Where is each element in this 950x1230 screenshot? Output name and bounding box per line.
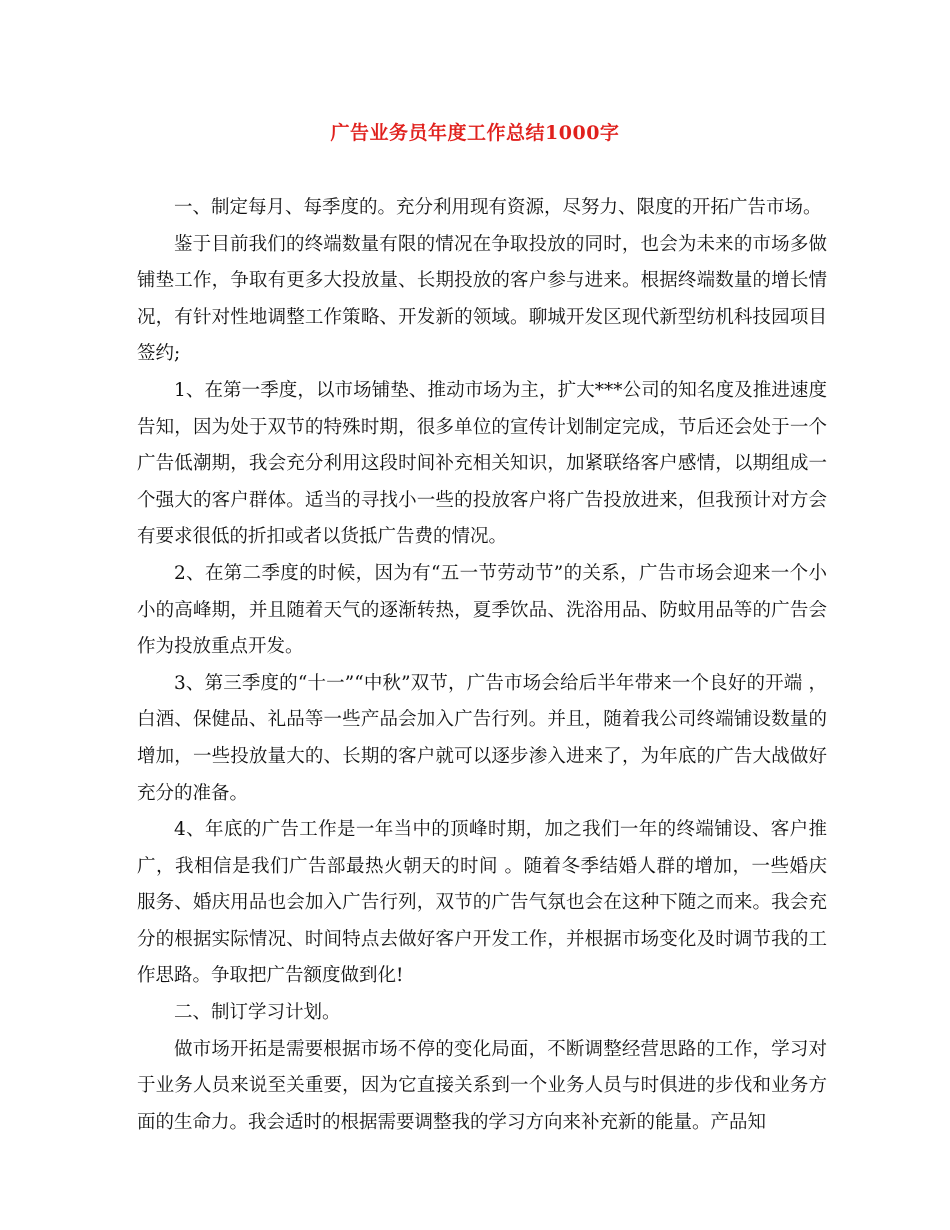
document-title: 广告业务员年度工作总结1000字 — [330, 122, 620, 144]
paragraph-2: 鉴于目前我们的终端数量有限的情况在争取投放的同时，也会为未来的市场多做铺垫工作，争取有更多大投放量、长期投放的客户参与进来。根据终端数量的增长情况，有针对性地调整工作策略、开发新的领域。聊城开发区现代新型纺机科技园项目签约; — [137, 233, 827, 365]
paragraph-6: 4、年底的广告工作是一年当中的顶峰时期，加之我们一年的终端铺设、客户推广，我相信是我们广告部最热火朝天的时间 。随着冬季结婚人群的增加，一些婚庆服务、婚庆用品也会加入广告行列，双节的广告气氛也会在这种下随之而来。我会充分的根据实际情况、时间特点去做好客户开发工作，并根据市场变化及时调节我的工作思路。争取把广告额度做到化! — [137, 819, 827, 987]
paragraph-4: 2、在第二季度的时候，因为有“五一节劳动节”的关系，广告市场会迎来一个小小的高峰期，并且随着天气的逐渐转热，夏季饮品、洗浴用品、防蚊用品等的广告会作为投放重点开发。 — [137, 562, 827, 658]
paragraph-7: 二、制订学习计划。 — [174, 1002, 341, 1024]
paragraph-3: 1、在第一季度，以市场铺垫、推动市场为主，扩大***公司的知名度及推进速度告知，因为处于双节的特殊时期，很多单位的宣传计划制定完成，节后还会处于一个广告低潮期，我会充分利用这段时间补充相关知识，加紧联络客户感情，以期组成一个强大的客户群体。适当的寻找小一些的投放客户将广告投放进来，但我预计对方会有要求很低的折扣或者以货抵广告费的情况。 — [137, 379, 827, 548]
document-body — [137, 190, 827, 1141]
paragraph-5: 3、第三季度的“十一”“中秋”双节，广告市场会给后半年带来一个良好的开端 ，白酒、保健品、礼品等一些产品会加入广告行列。并且，随着我公司终端铺设数量的增加，一些投放量大的、长期的客户就可以逐步渗入进来了，为年底的广告大战做好充分的准备。 — [137, 672, 827, 804]
paragraph-8: 做市场开拓是需要根据市场不停的变化局面，不断调整经营思路的工作，学习对于业务人员来说至关重要，因为它直接关系到一个业务人员与时俱进的步伐和业务方面的生命力。我会适时的根据需要调整我的学习方向来补充新的能量。产品知 — [137, 1038, 827, 1133]
paragraph-1: 一、制定每月、每季度的。充分利用现有资源，尽努力、限度的开拓广告市场。 — [174, 197, 822, 218]
